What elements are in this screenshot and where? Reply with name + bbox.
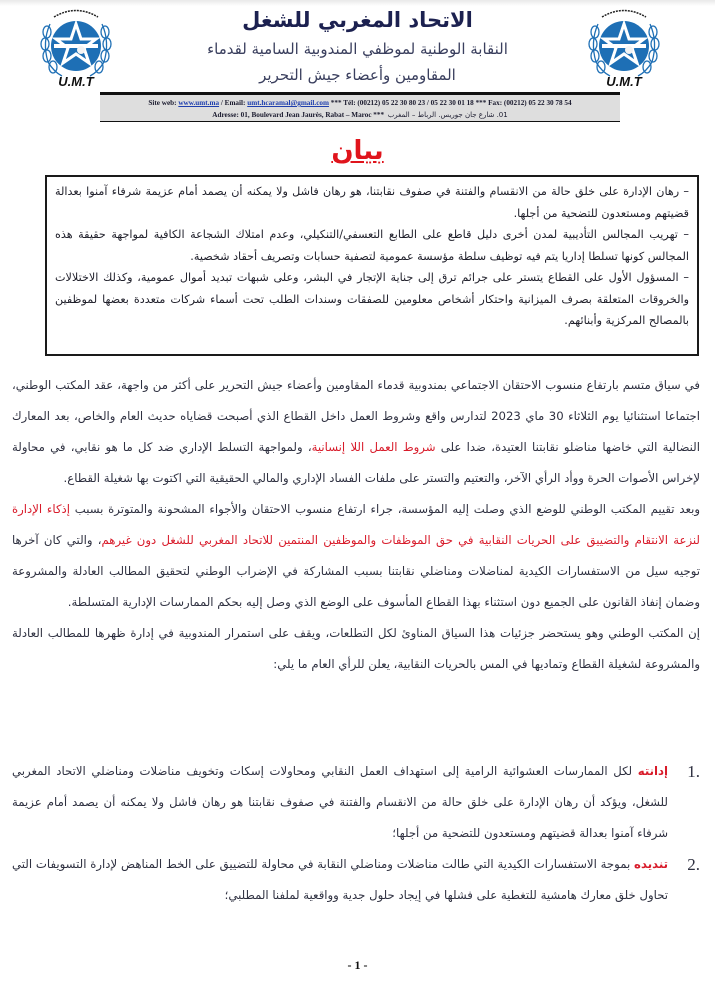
paragraph-2 [12,494,700,618]
contact-line-1 [100,97,620,109]
summary-item: – تهريب المجالس التأديبية لمدن أخرى دليل قاطع على الطابع التعسفي/التنكيلي، وعدم امتلاك الشجاعة الكافية لمواجهة حقيقة هذه المجالس كونها تسلطا إداريا يتم فيه توظيف سلطة مؤسسة عمومية لتصفية حسابات وتصريف أحقاد شخصية. [55,228,689,263]
address-ar: 01. شارع جان جوريس. الرباط – المغرب [387,111,508,119]
email-label: / Email: [219,99,248,107]
summary-box [45,175,699,356]
org-title: الاتحاد المغربي للشغل [242,8,473,32]
address-fr: Adresse: 01, Boulevard Jean Jaurès, Rabat – Maroc *** [212,111,385,119]
list-number: 2. [687,855,700,874]
org-subtitle-1: النقابة الوطنية لموظفي المندوبية السامية لقدماء [207,40,508,58]
email-link[interactable]: umt.hcaramal@gmail.com [247,99,329,107]
summary-item: – رهان الإدارة على خلق حالة من الانقسام والفتنة في صفوف نقابتنا، هو رهان فاشل ولا يمكنه أن يصمد أمام عزيمة شرفاء آمنوا بعدالة قضيتهم ومستعدون للتضحية من أجلها. [55,185,689,220]
statement-body [12,370,700,680]
org-subtitle-2: المقاومين وأعضاء جيش التحرير [259,66,456,84]
highlight-text: إذكاء الإدارة لنزعة الانتقام والتضييق على الحريات النقابية في حق الموظفات والموظفين المنتمين للاتحاد المغربي للشغل دون غيرهم [12,502,700,547]
svg-text:U.M.T: U.M.T [606,74,642,89]
list-text: لكل الممارسات العشوائية الرامية إلى استهداف العمل النقابي ومحاولات إسكات وتخويف مناضلات ومناضلي الاتحاد المغربي للشغل، ويؤكد أن رهان الإدارة على خلق حالة من الانقسام والفتنة في صفوف نقابتنا هو رهان فاشل ولا يمكنه أن يصمد أمام عزيمة شرفاء آمنوا بعدالة قضيتهم ومستعدون للتضحية من أجلها؛ [12,764,668,840]
site-label: Site web: [148,99,179,107]
svg-text:U.M.T: U.M.T [58,74,94,89]
umt-logo-right [588,6,660,92]
text: ، ولمواجهة التسلط الإداري ضد كل ما هو نقابي، في محاولة لإخراس الأصوات الحرة ووأد الرأي الآخر، والتعتيم والتستر على ملفات الفساد الإداري والمالي الحقيقية التي اكتوت بها شغيلة القطاع. [12,440,700,485]
contact-line-2 [100,109,620,121]
contact-bar [100,95,620,122]
phone-fax: *** Tél: (00212) 05 22 30 80 23 / 05 22 30 01 18 *** Fax: (00212) 05 22 30 78 54 [328,99,572,107]
list-number: 1. [687,762,700,781]
list-item [12,849,700,911]
list-keyword: إدانته [637,764,668,778]
demands-list [12,756,700,911]
list-keyword: تنديده [634,857,668,871]
highlight-text: شروط العمل اللا إنسانية [311,440,436,454]
umt-emblem-icon [40,6,112,92]
paragraph-1 [12,370,700,494]
text: وبعد تقييم المكتب الوطني للوضع الذي وصلت إليه المؤسسة، جراء ارتفاع منسوب الاحتقان والأجواء المشحونة والمتوترة بسبب [69,502,700,516]
text: في سياق متسم بارتفاع منسوب الاحتقان الاجتماعي بمندوبية قدماء المقاومين وأعضاء جيش التحرير على أكثر من واجهة، عقد المكتب الوطني، اجتماعا استثنائيا يوم الثلاثاء 30 ماي 2023 لتدارس واقع وشروط العمل داخل القطاع الذي أصبحت قضاياه حديث العام والخاص، بعد المعارك النضالية التي خاضها مناضلو نقابتنا العتيدة، ضدا على [12,378,700,454]
document-title: بيان [331,136,384,166]
paragraph-3: إن المكتب الوطني وهو يستحضر جزئيات هذا السياق المناوئ لكل التطلعات، ويقف على استمرار المندوبية في إدارة ظهرها للمطالب العادلة والمشروعة لشغيلة القطاع وتماديها في المس بالحريات النقابية، يعلن للرأي العام ما يلي: [12,626,700,671]
list-item [12,756,700,849]
site-link[interactable]: www.umt.ma [178,99,220,107]
list-text: بموجة الاستفسارات الكيدية التي طالت مناضلات ومناضلي النقابة في محاولة للتضييق على الخط المناهض لإدارة التسويفات التي تحاول خلق معارك هامشية للتغطية على فشلها في إيجاد حلول جدية وواقعية لملفنا المطلبي؛ [12,857,668,902]
umt-emblem-icon [588,6,660,92]
text: ، والتي كان آخرها توجيه سيل من الاستفسارات الكيدية لمناضلات ومناضلي نقابتنا بسبب المشاركة في الإضراب الوطني لتحقيق المطالب العادلة والمشروعة وضمان إنفاذ القانون على الجميع دون استثناء بهذا القطاع المأسوف على الوضع الذي وصل إليه بحكم الممارسات الإدارية المتسلطة. [12,533,700,609]
page-number: - 1 - [347,958,368,972]
summary-item: – المسؤول الأول على القطاع يتستر على جرائم ترق إلى جناية الإتجار في البشر، وعلى شبهات تبديد أموال عمومية، وكذلك الاختلالات والخروقات المتعلقة بصرف الميزانية واحتكار أشخاص معلومين للصفقات وسندات الطلب تحت أسماء شركات متعددة بعضها لموظفين بالمصالح المركزية وأبنائهم. [55,271,689,327]
umt-logo-left [40,6,112,92]
